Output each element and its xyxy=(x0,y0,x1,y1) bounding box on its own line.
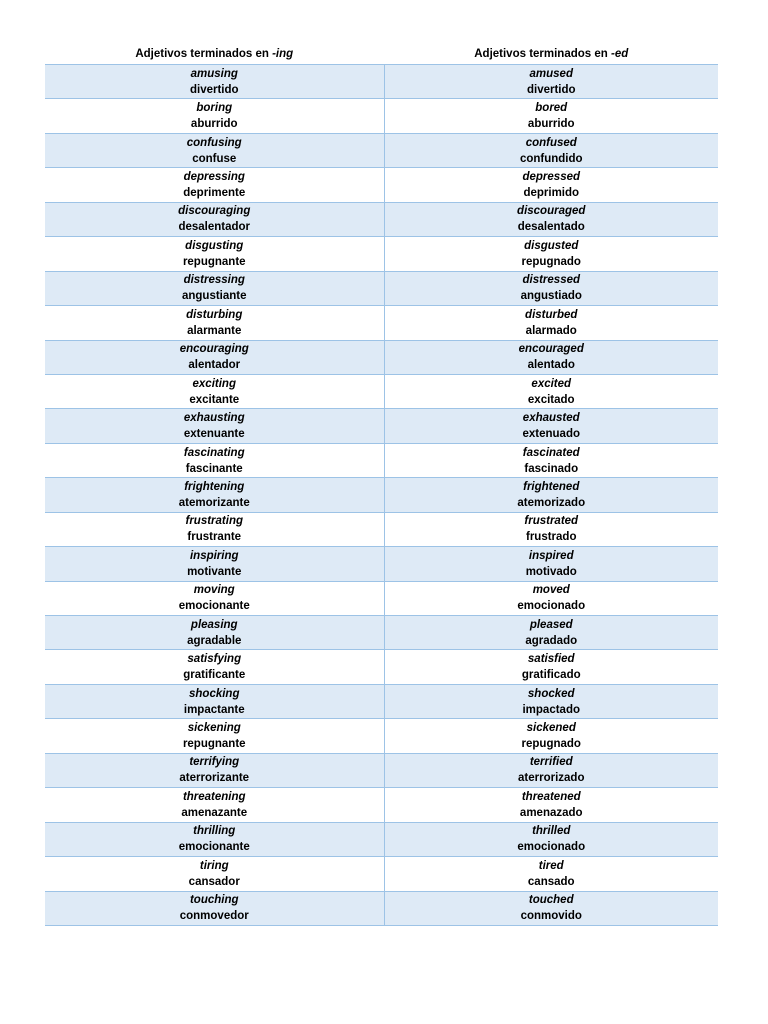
ed-adjective: frightened xyxy=(523,480,580,493)
ed-adjective: encouraged xyxy=(518,343,584,356)
ed-adjective: excited xyxy=(531,377,572,390)
ing-adjective: depressing xyxy=(183,171,245,184)
ing-translation: emocionante xyxy=(178,600,250,613)
cell-ing xyxy=(45,719,384,753)
cell-ing xyxy=(45,616,384,650)
table-row xyxy=(45,409,718,443)
cell-ed xyxy=(384,168,718,202)
ing-translation: fascinante xyxy=(185,462,243,475)
document-page xyxy=(45,44,718,926)
table-header-row xyxy=(45,44,718,65)
table-row xyxy=(45,99,718,133)
ing-translation: frustrante xyxy=(187,531,242,544)
ed-adjective: satisfied xyxy=(527,653,575,666)
table-row xyxy=(45,271,718,305)
cell-ed xyxy=(384,409,718,443)
ed-translation: impactado xyxy=(522,703,580,716)
cell-ed xyxy=(384,822,718,856)
table-row xyxy=(45,340,718,374)
cell-ing xyxy=(45,65,384,99)
cell-ing xyxy=(45,857,384,891)
ed-adjective: distressed xyxy=(522,274,581,287)
table-row xyxy=(45,512,718,546)
ing-adjective: shocking xyxy=(189,687,240,700)
ed-translation: alentado xyxy=(527,359,575,372)
cell-ed xyxy=(384,99,718,133)
ed-translation: emocionado xyxy=(517,841,586,854)
header-ed-suffix: -ed xyxy=(611,48,629,60)
ing-adjective: inspiring xyxy=(189,549,239,562)
ed-translation: amenazado xyxy=(519,806,583,819)
cell-ing xyxy=(45,512,384,546)
table-row xyxy=(45,891,718,925)
ing-translation: aterrorizante xyxy=(179,772,250,785)
ed-adjective: disgusted xyxy=(524,239,579,252)
ed-adjective: terrified xyxy=(529,756,573,769)
ed-adjective: disturbed xyxy=(525,308,578,321)
ed-translation: aburrido xyxy=(527,118,575,131)
cell-ed xyxy=(384,547,718,581)
table-row xyxy=(45,374,718,408)
ed-translation: confundido xyxy=(519,152,583,165)
cell-ed xyxy=(384,650,718,684)
table-row xyxy=(45,306,718,340)
ed-adjective: sickened xyxy=(526,722,576,735)
ing-adjective: amusing xyxy=(190,67,238,80)
cell-ing xyxy=(45,581,384,615)
cell-ing xyxy=(45,374,384,408)
ing-translation: atemorizante xyxy=(178,496,250,509)
ed-translation: alarmado xyxy=(525,324,577,337)
cell-ed xyxy=(384,202,718,236)
ed-adjective: tired xyxy=(538,859,564,872)
cell-ed xyxy=(384,581,718,615)
ing-translation: conmovedor xyxy=(179,910,249,923)
ing-adjective: encouraging xyxy=(179,343,249,356)
ing-translation: repugnante xyxy=(182,255,246,268)
cell-ed xyxy=(384,65,718,99)
ing-translation: angustiante xyxy=(181,290,247,303)
cell-ed xyxy=(384,306,718,340)
ing-adjective: exhausting xyxy=(183,412,245,425)
ed-adjective: amused xyxy=(529,67,573,80)
cell-ing xyxy=(45,168,384,202)
cell-ing xyxy=(45,788,384,822)
ing-translation: deprimente xyxy=(183,187,246,200)
cell-ing xyxy=(45,409,384,443)
ed-adjective: shocked xyxy=(527,687,575,700)
ing-adjective: touching xyxy=(189,894,239,907)
cell-ing xyxy=(45,684,384,718)
ing-adjective: frustrating xyxy=(185,515,243,528)
ed-translation: extenuado xyxy=(522,428,580,441)
ing-adjective: terrifying xyxy=(189,756,240,769)
ing-translation: impactante xyxy=(183,703,245,716)
cell-ed xyxy=(384,237,718,271)
ed-translation: deprimido xyxy=(523,187,580,200)
cell-ed xyxy=(384,271,718,305)
ing-adjective: pleasing xyxy=(190,618,238,631)
ed-adjective: frustrated xyxy=(524,515,579,528)
ed-adjective: inspired xyxy=(528,549,574,562)
ing-adjective: satisfying xyxy=(187,653,242,666)
ed-translation: atemorizado xyxy=(517,496,586,509)
header-ing-prefix: Adjetivos terminados en xyxy=(135,48,273,60)
cell-ing xyxy=(45,133,384,167)
cell-ing xyxy=(45,202,384,236)
ing-translation: confuse xyxy=(192,152,237,165)
ed-adjective: fascinated xyxy=(522,446,580,459)
ing-translation: emocionante xyxy=(178,841,250,854)
cell-ed xyxy=(384,788,718,822)
ed-adjective: thrilled xyxy=(532,825,571,838)
ing-translation: excitante xyxy=(189,393,240,406)
ed-adjective: depressed xyxy=(522,171,581,184)
ed-translation: aterrorizado xyxy=(518,772,585,785)
cell-ed xyxy=(384,719,718,753)
ed-adjective: confused xyxy=(525,136,577,149)
cell-ed xyxy=(384,443,718,477)
cell-ed xyxy=(384,857,718,891)
table-row xyxy=(45,719,718,753)
cell-ed xyxy=(384,374,718,408)
adjectives-table xyxy=(45,44,718,926)
table-row xyxy=(45,650,718,684)
ing-adjective: thrilling xyxy=(193,825,236,838)
table-row xyxy=(45,753,718,787)
ed-adjective: bored xyxy=(535,102,568,115)
table-row xyxy=(45,616,718,650)
ed-adjective: touched xyxy=(528,894,574,907)
header-ing-suffix: -ing xyxy=(272,48,294,60)
ed-translation: excitado xyxy=(527,393,575,406)
ed-translation: cansado xyxy=(527,875,575,888)
table-body xyxy=(45,65,718,926)
ing-translation: cansador xyxy=(188,875,240,888)
ing-translation: motivante xyxy=(187,565,242,578)
ing-adjective: moving xyxy=(193,584,235,597)
ing-adjective: threatening xyxy=(182,790,246,803)
ing-translation: divertido xyxy=(189,83,239,96)
ed-translation: motivado xyxy=(525,565,577,578)
table-row xyxy=(45,547,718,581)
ing-translation: aburrido xyxy=(190,118,238,131)
table-row xyxy=(45,202,718,236)
cell-ing xyxy=(45,650,384,684)
ing-adjective: frightening xyxy=(184,480,245,493)
cell-ed xyxy=(384,478,718,512)
table-row xyxy=(45,443,718,477)
header-ed xyxy=(384,44,718,65)
cell-ed xyxy=(384,512,718,546)
table-row xyxy=(45,168,718,202)
cell-ing xyxy=(45,822,384,856)
table-row xyxy=(45,788,718,822)
cell-ing xyxy=(45,443,384,477)
cell-ing xyxy=(45,306,384,340)
cell-ing xyxy=(45,478,384,512)
table-row xyxy=(45,237,718,271)
ing-adjective: disgusting xyxy=(185,239,244,252)
ing-adjective: fascinating xyxy=(183,446,245,459)
ing-adjective: confusing xyxy=(186,136,242,149)
table-row xyxy=(45,581,718,615)
ed-translation: desalentado xyxy=(517,221,585,234)
ing-translation: extenuante xyxy=(183,428,245,441)
cell-ed xyxy=(384,616,718,650)
ed-translation: fascinado xyxy=(524,462,579,475)
cell-ing xyxy=(45,753,384,787)
ing-translation: amenazante xyxy=(181,806,248,819)
ed-adjective: discouraged xyxy=(517,205,586,218)
ing-adjective: boring xyxy=(196,102,233,115)
ing-adjective: sickening xyxy=(187,722,241,735)
ing-translation: agradable xyxy=(187,634,242,647)
table-row xyxy=(45,65,718,99)
ed-translation: agradado xyxy=(525,634,578,647)
ing-translation: repugnante xyxy=(182,738,246,751)
cell-ed xyxy=(384,753,718,787)
header-ing xyxy=(45,44,384,65)
ed-translation: repugnado xyxy=(521,738,581,751)
ed-translation: divertido xyxy=(526,83,576,96)
ing-adjective: tiring xyxy=(199,859,229,872)
cell-ed xyxy=(384,684,718,718)
ing-translation: alarmante xyxy=(187,324,242,337)
table-row xyxy=(45,857,718,891)
cell-ing xyxy=(45,340,384,374)
ed-translation: gratificado xyxy=(521,669,581,682)
ing-adjective: exciting xyxy=(192,377,236,390)
ed-translation: frustrado xyxy=(526,531,577,544)
ed-adjective: moved xyxy=(532,584,570,597)
cell-ing xyxy=(45,271,384,305)
ing-translation: gratificante xyxy=(183,669,246,682)
cell-ed xyxy=(384,340,718,374)
ed-adjective: threatened xyxy=(521,790,581,803)
cell-ing xyxy=(45,237,384,271)
ed-translation: angustiado xyxy=(520,290,582,303)
table-row xyxy=(45,133,718,167)
ed-translation: emocionado xyxy=(517,600,586,613)
cell-ing xyxy=(45,891,384,925)
ed-adjective: exhausted xyxy=(522,412,580,425)
ing-adjective: discouraging xyxy=(178,205,251,218)
cell-ed xyxy=(384,133,718,167)
table-row xyxy=(45,684,718,718)
ed-translation: conmovido xyxy=(520,910,582,923)
ed-translation: repugnado xyxy=(521,255,581,268)
cell-ing xyxy=(45,547,384,581)
cell-ed xyxy=(384,891,718,925)
header-ed-prefix: Adjetivos terminados en xyxy=(474,48,611,60)
cell-ing xyxy=(45,99,384,133)
ing-adjective: distressing xyxy=(183,274,245,287)
table-row xyxy=(45,478,718,512)
ing-translation: alentador xyxy=(188,359,241,372)
ing-translation: desalentador xyxy=(178,221,251,234)
ed-adjective: pleased xyxy=(529,618,573,631)
ing-adjective: disturbing xyxy=(186,308,243,321)
table-row xyxy=(45,822,718,856)
